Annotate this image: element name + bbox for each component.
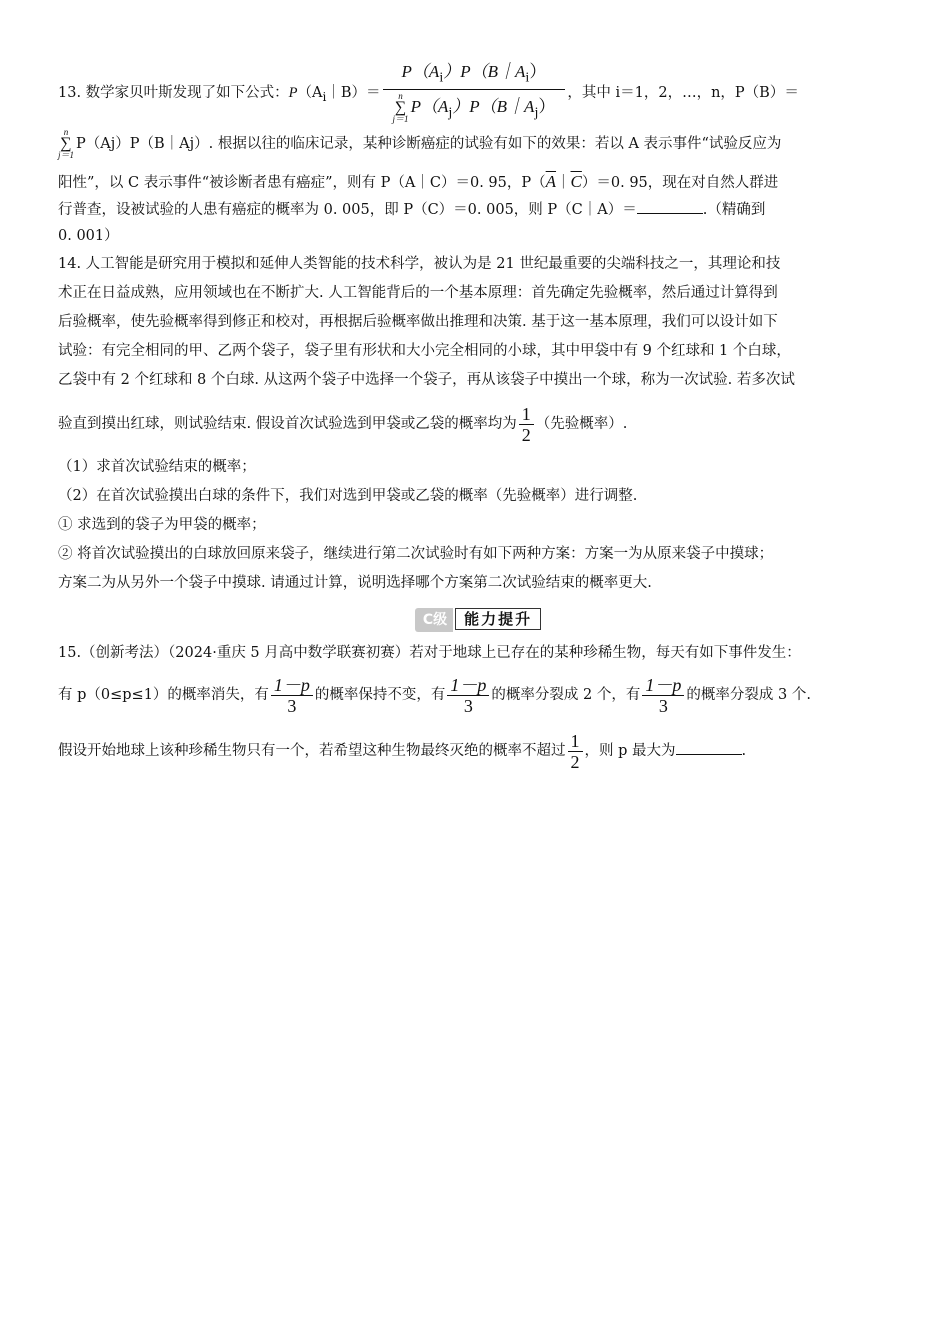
- q13-line-3-text-b: ）＝0. 95，现在对自然人群进: [581, 175, 779, 191]
- q13-after-fraction: ，其中 i＝1，2，…，n，P（B）＝: [567, 85, 799, 101]
- q13-line-2: [58, 126, 898, 162]
- bayes-numerator: $P(A_i)P(B|A_i)$: [383, 62, 566, 90]
- bayes-denominator: n ∑ j＝1 $P(A_j)P(B|A_j)$: [392, 91, 556, 125]
- fraction-1-minus-p-over-3-b: $\frac{1-p}{3}$: [447, 675, 489, 716]
- question-14: [58, 250, 898, 598]
- complement-a: $\overline{A}$: [545, 172, 557, 191]
- q14-line-4: 试验：有完全相同的甲、乙两个袋子，袋子里有形状和大小完全相同的小球，其中甲袋中有 9 个红球和 1 个白球，: [58, 343, 791, 359]
- q13-line-1: [58, 60, 898, 126]
- level-label: C级: [415, 608, 453, 632]
- section-badge: [58, 608, 898, 632]
- level-title: 能力提升: [455, 608, 541, 630]
- q13-line-3-text-a: 阳性”，以 C 表示事件“被诊断者患有癌症”，则有 P（A｜C）＝0. 95，P（: [58, 175, 546, 191]
- q15-line-1: 15.（创新考法）（2024·重庆 5 月高中数学联赛初赛）若对于地球上已存在的某种珍稀生物，每天有如下事件发生：: [58, 645, 801, 661]
- complement-c: $\overline{C}$: [570, 172, 582, 191]
- q14-line-1: 14. 人工智能是研究用于模拟和延伸人类智能的技术科学，被认为是 21 世纪最重要的尖端科技之一，其理论和技: [58, 256, 781, 272]
- summation-symbol: n ∑ j＝1: [392, 91, 409, 125]
- question-13: [58, 60, 898, 250]
- level-badge: [415, 608, 541, 632]
- summation-symbol-2: n ∑ j＝1: [58, 127, 75, 160]
- q14-line-3: 后验概率，使先验概率得到修正和校对，再根据后验概率做出推理和决策. 基于这一基本原理，我们可以设计如下: [58, 314, 778, 330]
- one-half-fraction: $\frac{1}{2}$: [519, 404, 534, 445]
- q13-line-4: [58, 192, 898, 222]
- q14-line-2: 术正在日益成熟，应用领域也在不断扩大. 人工智能背后的一个基本原理：首先确定先验概率，然后通过计算得到: [58, 285, 778, 301]
- q14-part-2: （2）在首次试验摸出白球的条件下，我们对选到甲袋或乙袋的概率（先验概率）进行调整.: [58, 488, 638, 504]
- question-15: [58, 638, 898, 780]
- q14-sub-2a: ② 将首次试验摸出的白球放回原来袋子，继续进行第二次试验时有如下两种方案：方案一为从原来袋子中摸球；: [58, 546, 774, 562]
- q13-lhs-p: P: [288, 85, 298, 101]
- bayes-formula-fraction: [383, 62, 566, 124]
- answer-blank-13[interactable]: [637, 201, 703, 214]
- q13-line-4-text: 行普查，设被试验的人患有癌症的概率为 0. 005，即 P（C）＝0. 005，则 P（C｜A）＝: [58, 202, 637, 218]
- q13-lhs-sub: i: [322, 89, 327, 104]
- q15-line-3-a: 假设开始地球上该种珍稀生物只有一个，若希望这种生物最终灭绝的概率不超过: [58, 743, 566, 759]
- q14-line-6-text: 验直到摸出红球，则试验结束. 假设首次试验选到甲袋或乙袋的概率均为: [58, 416, 517, 432]
- q13-lhs-close: ｜B）＝: [326, 85, 381, 101]
- q13-line-3: 阳性”，以 C 表示事件“被诊断者患有癌症”，则有 P（A｜C）＝0. 95，$P(\overline{A}|\overline{C})=0$. 95，现在对自然人群进: [58, 172, 779, 191]
- q15-line-2: [58, 668, 898, 722]
- fraction-1-minus-p-over-3-c: $\frac{1-p}{3}$: [642, 675, 684, 716]
- answer-blank-15[interactable]: [676, 742, 742, 755]
- q14-line-6: [58, 395, 898, 453]
- q15-line-2-d: 的概率分裂成 3 个.: [686, 687, 811, 703]
- q15-line-2-c: 的概率分裂成 2 个，有: [491, 687, 641, 703]
- q13-intro: 13. 数学家贝叶斯发现了如下公式：: [58, 85, 289, 101]
- q15-line-3-b: ，则 p 最大为: [584, 743, 676, 759]
- q14-part-1: （1）求首次试验结束的概率；: [58, 459, 256, 475]
- q15-line-2-b: 的概率保持不变，有: [314, 687, 446, 703]
- q14-sub-2b: 方案二为从另外一个袋子中摸球. 请通过计算，说明选择哪个方案第二次试验结束的概率更大.: [58, 575, 652, 591]
- q13-line-5-text: 0. 001）: [58, 228, 119, 244]
- q14-sub-1: ① 求选到的袋子为甲袋的概率；: [58, 517, 266, 533]
- q15-line-3: [58, 722, 898, 780]
- q13-line-2-text: P（Aj）P（B｜Aj）. 根据以往的临床记录，某种诊断癌症的试验有如下的效果：若以 A 表示事件“试验反应为: [76, 136, 782, 152]
- q13-lhs-inner: （A: [297, 85, 323, 101]
- q14-line-5: 乙袋中有 2 个红球和 8 个白球. 从这两个袋子中选择一个袋子，再从该袋子中摸出一个球，称为一次试验. 若多次试: [58, 372, 795, 388]
- q15-line-2-a: 有 p（0≤p≤1）的概率消失，有: [58, 687, 269, 703]
- q13-line-4-end: .（精确到: [702, 202, 766, 218]
- q13-line-5: [58, 222, 898, 250]
- fraction-1-minus-p-over-3-a: $\frac{1-p}{3}$: [271, 675, 313, 716]
- q15-line-3-end: .: [741, 743, 747, 759]
- one-half-fraction-15: $\frac{1}{2}$: [568, 731, 583, 772]
- document-page: [58, 60, 898, 780]
- q14-line-6-end: （先验概率）.: [535, 416, 628, 432]
